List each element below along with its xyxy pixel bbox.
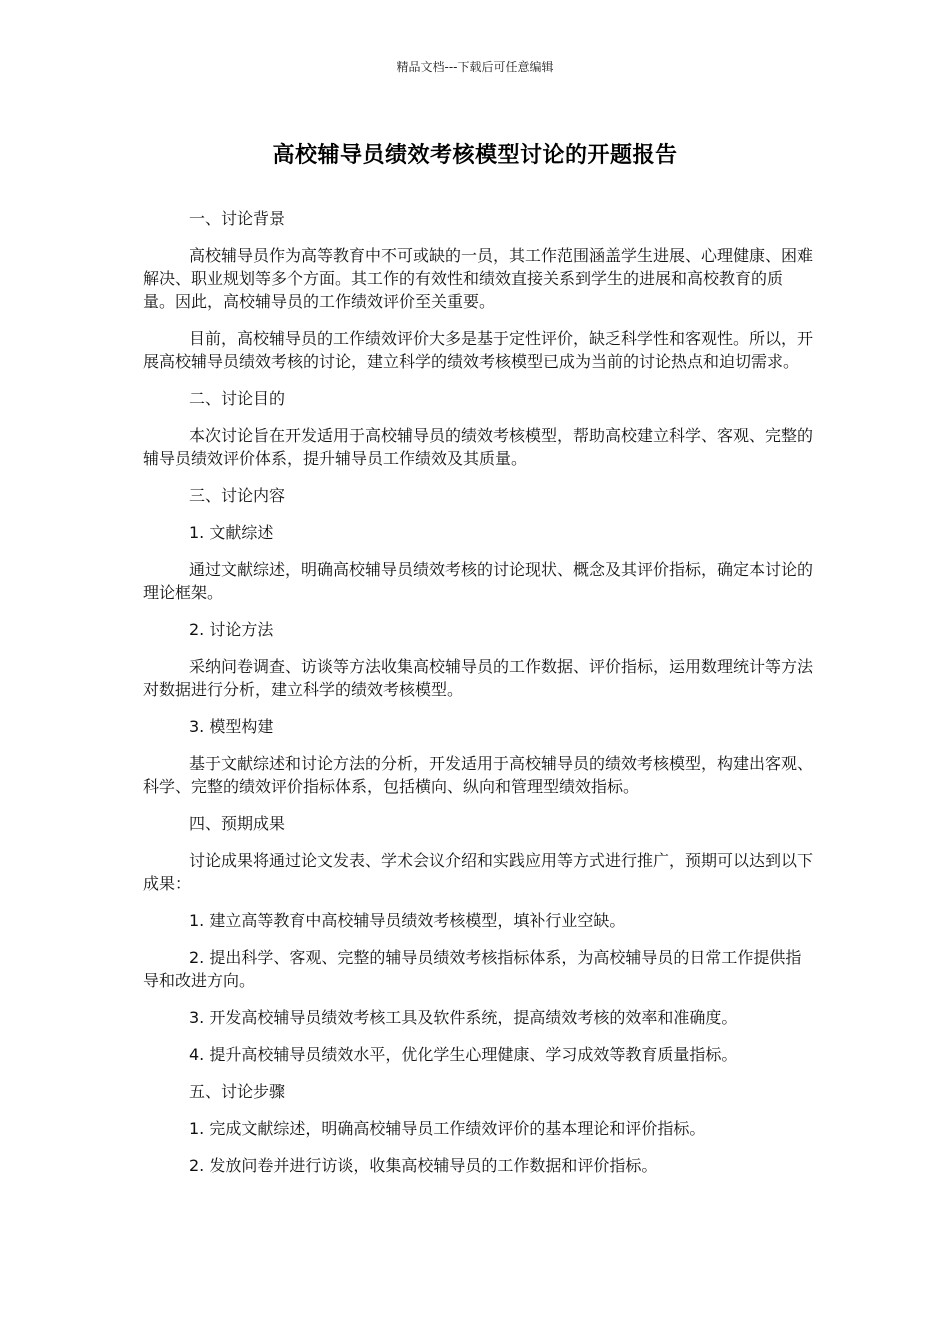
list-item: 1. 建立高等教育中高校辅导员绩效考核模型，填补行业空缺。	[189, 911, 626, 930]
paragraph: 基于文献综述和讨论方法的分析，开发适用于高校辅导员的绩效考核模型，构建出客观、科学、完整的绩效评价指标体系，包括横向、纵向和管理型绩效指标。	[143, 754, 814, 796]
section-heading-content: 三、讨论内容	[189, 486, 286, 505]
document-body	[143, 207, 813, 1191]
list-item: 2. 发放问卷并进行访谈，收集高校辅导员的工作数据和评价指标。	[189, 1156, 658, 1175]
paragraph: 目前，高校辅导员的工作绩效评价大多是基于定性评价，缺乏科学性和客观性。所以，开展高校辅导员绩效考核的讨论，建立科学的绩效考核模型已成为当前的讨论热点和迫切需求。	[143, 329, 814, 371]
subheading-model-building: 3. 模型构建	[189, 717, 274, 736]
paragraph: 讨论成果将通过论文发表、学术会议介绍和实践应用等方式进行推广，预期可以达到以下成果：	[143, 851, 814, 893]
paragraph: 通过文献综述，明确高校辅导员绩效考核的讨论现状、概念及其评价指标，确定本讨论的理论框架。	[143, 560, 814, 602]
subheading-methods: 2. 讨论方法	[189, 620, 274, 639]
header-note: 精品文档---下载后可任意编辑	[396, 60, 554, 74]
document-title: 高校辅导员绩效考核模型讨论的开题报告	[272, 143, 678, 168]
list-item: 2. 提出科学、客观、完整的辅导员绩效考核指标体系，为高校辅导员的日常工作提供指导和改进方向。	[143, 948, 802, 990]
section-heading-expected-results: 四、预期成果	[189, 814, 286, 833]
section-heading-background: 一、讨论背景	[189, 209, 286, 228]
list-item: 3. 开发高校辅导员绩效考核工具及软件系统，提高绩效考核的效率和准确度。	[189, 1008, 738, 1027]
list-item: 1. 完成文献综述，明确高校辅导员工作绩效评价的基本理论和评价指标。	[189, 1119, 706, 1138]
paragraph: 采纳问卷调查、访谈等方法收集高校辅导员的工作数据、评价指标，运用数理统计等方法对数据进行分析，建立科学的绩效考核模型。	[143, 657, 814, 699]
paragraph: 本次讨论旨在开发适用于高校辅导员的绩效考核模型，帮助高校建立科学、客观、完整的辅导员绩效评价体系，提升辅导员工作绩效及其质量。	[143, 426, 814, 468]
paragraph: 高校辅导员作为高等教育中不可或缺的一员，其工作范围涵盖学生进展、心理健康、困难解决、职业规划等多个方面。其工作的有效性和绩效直接关系到学生的进展和高校教育的质量。因此，高校辅导员的工作绩效评价至关重要。	[143, 246, 814, 311]
section-heading-steps: 五、讨论步骤	[189, 1082, 286, 1101]
section-heading-purpose: 二、讨论目的	[189, 389, 286, 408]
subheading-literature-review: 1. 文献综述	[189, 523, 274, 542]
list-item: 4. 提升高校辅导员绩效水平，优化学生心理健康、学习成效等教育质量指标。	[189, 1045, 738, 1064]
